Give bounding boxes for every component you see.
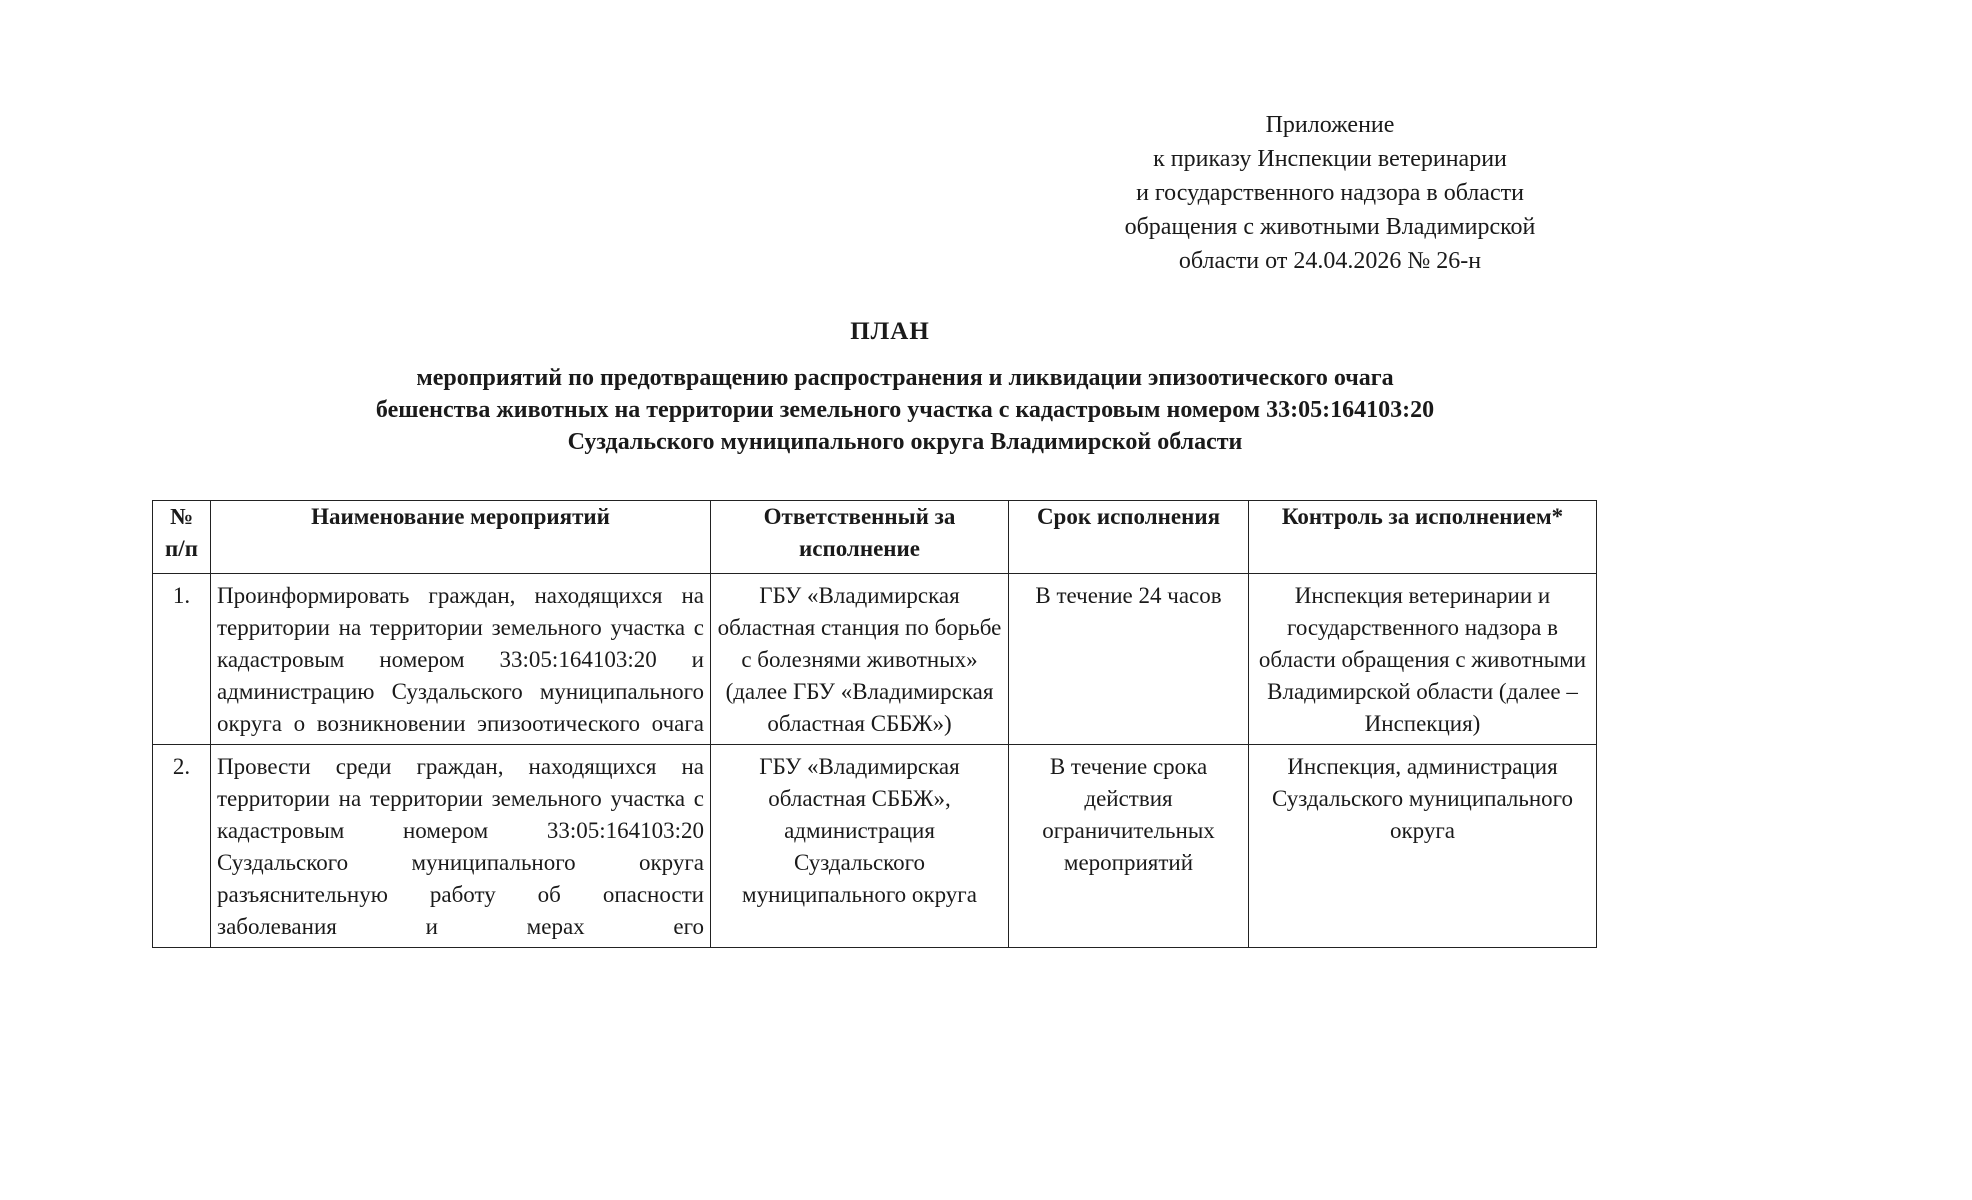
row-control: Инспекция ветеринарии и государственного надзора в области обращения с животными Владимирской области (далее – Инспекция) (1249, 574, 1597, 745)
table-header-row (153, 501, 1597, 574)
row-name: Проинформировать граждан, находящихся на территории на территории земельного участка с кадастровым номером 33:05:164103:20 и администрацию Суздальского муниципального округа о возникновении эпизоотического очага (211, 574, 711, 745)
header-deadline: Срок исполнения (1009, 501, 1249, 574)
appendix-line: Приложение (1265, 112, 1395, 138)
subtitle-line: бешенства животных на территории земельного участка с кадастровым номером 33:05:164103:20 (375, 397, 1435, 423)
appendix-header (1050, 108, 1610, 278)
header-responsible: Ответственный за исполнение (711, 501, 1009, 574)
row-num: 2. (153, 745, 211, 948)
row-deadline: В течение 24 часов (1009, 574, 1249, 745)
row-control: Инспекция, администрация Суздальского муниципального округа (1249, 745, 1597, 948)
table-row (153, 574, 1597, 745)
plan-title: ПЛАН (850, 318, 930, 345)
appendix-line: обращения с животными Владимирской (1124, 214, 1536, 240)
header-num: № п/п (153, 501, 211, 574)
appendix-line: к приказу Инспекции ветеринарии (1153, 146, 1507, 172)
plan-subtitle (260, 362, 1550, 458)
plan-table (152, 500, 1597, 948)
row-responsible: ГБУ «Владимирская областная СББЖ», администрация Суздальского муниципального округа (711, 745, 1009, 948)
table-row (153, 745, 1597, 948)
appendix-line: области от 24.04.2026 № 26-н (1178, 248, 1482, 274)
row-name: Провести среди граждан, находящихся на территории на территории земельного участка с кадастровым номером 33:05:164103:20 Суздальского муниципального округа разъяснительную работу об опасности заболевания и мерах его (211, 745, 711, 948)
appendix-line: и государственного надзора в области (1136, 180, 1524, 206)
subtitle-line: Суздальского муниципального округа Владимирской области (567, 429, 1243, 455)
header-name: Наименование мероприятий (211, 501, 711, 574)
subtitle-line: мероприятий по предотвращению распространения и ликвидации эпизоотического очага (416, 365, 1394, 391)
header-control: Контроль за исполнением* (1249, 501, 1597, 574)
row-responsible: ГБУ «Владимирская областная станция по борьбе с болезнями животных» (далее ГБУ «Владимирская областная СББЖ») (711, 574, 1009, 745)
row-deadline: В течение срока действия ограничительных мероприятий (1009, 745, 1249, 948)
row-num: 1. (153, 574, 211, 745)
